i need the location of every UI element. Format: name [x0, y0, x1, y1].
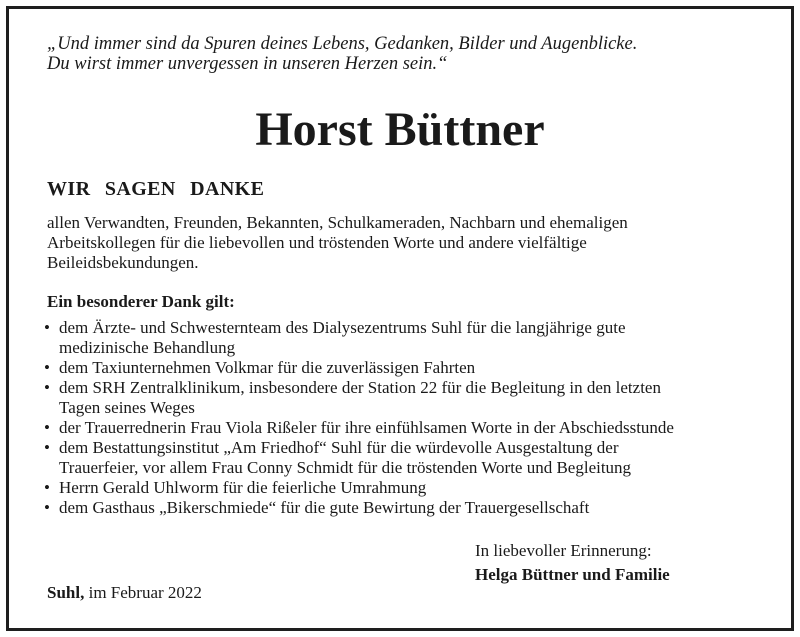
list-item [42, 498, 792, 518]
list-item [42, 418, 792, 438]
special-thanks-list [42, 318, 792, 518]
list-item-line: Herrn Gerald Uhlworm für die feierliche Umrahmung [59, 478, 427, 497]
intro-line: Beileidsbekundungen. [47, 253, 199, 272]
date: im Februar 2022 [88, 583, 202, 602]
list-item-line: dem SRH Zentralklinikum, insbesondere der Station 22 für die Begleitung in den letzten [59, 378, 661, 397]
list-item-line: dem Bestattungsinstitut „Am Friedhof“ Suhl für die würdevolle Ausgestaltung der [59, 438, 619, 457]
thanks-intro [47, 213, 782, 273]
quote-line-2: Du wirst immer unvergessen in unseren Herzen sein.“ [47, 54, 448, 74]
list-item-line: medizinische Behandlung [59, 338, 236, 357]
quote-line-1: „Und immer sind da Spuren deines Lebens, Gedanken, Bilder und Augenblicke. [47, 34, 638, 54]
intro-line: allen Verwandten, Freunden, Bekannten, Schulkameraden, Nachbarn und ehemaligen [47, 213, 628, 232]
list-item [42, 378, 792, 418]
list-item-line: der Trauerrednerin Frau Viola Rißeler für ihre einfühlsamen Worte in der Abschiedsstunde [59, 418, 674, 437]
list-item [42, 438, 792, 478]
list-item-line: Tagen seines Weges [59, 398, 195, 417]
list-item [42, 318, 792, 358]
list-item-line: Trauerfeier, vor allem Frau Conny Schmidt für die tröstenden Worte und Begleitung [59, 458, 632, 477]
place: Suhl, [47, 583, 85, 602]
closing-names: Helga Büttner und Familie [475, 565, 670, 584]
list-item-line: dem Taxiunternehmen Volkmar für die zuverlässigen Fahrten [59, 358, 476, 377]
memorial-quote [47, 34, 787, 74]
list-item [42, 358, 792, 378]
closing-label: In liebevoller Erinnerung: [475, 541, 652, 560]
list-item [42, 478, 792, 498]
list-item-line: dem Gasthaus „Bikerschmiede“ für die gute Bewirtung der Trauergesellschaft [59, 498, 590, 517]
special-thanks-heading: Ein besonderer Dank gilt: [47, 292, 235, 311]
intro-line: Arbeitskollegen für die liebevollen und tröstenden Worte und andere vielfältige [47, 233, 587, 252]
thanks-heading: WIR SAGEN DANKE [47, 178, 265, 200]
deceased-name: Horst Büttner [255, 103, 545, 156]
place-date [47, 583, 202, 603]
list-item-line: dem Ärzte- und Schwesternteam des Dialysezentrums Suhl für die langjährige gute [59, 318, 626, 337]
